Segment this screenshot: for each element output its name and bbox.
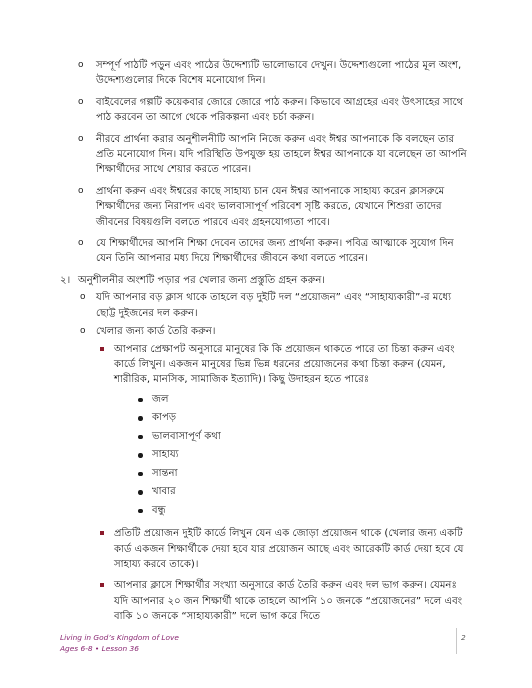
footer-divider [456,628,457,654]
hollow-circle-bullet-icon: o [80,292,86,303]
list-item-text: বাইবেলের গল্পটি কয়েকবার জোরে জোরে পাঠ করুন। কিভাবে আগ্রহের এবং উৎসাহের সাথে পাঠ করবেন তা আগে থেকে পরিকল্পনা এবং চর্চা করুন। [96,96,464,124]
disc-bullet-icon [138,490,143,495]
hollow-circle-bullet-icon: o [78,60,84,70]
list-item [114,502,470,521]
card-instructions-list [96,342,470,625]
numbered-steps [60,273,470,625]
disc-bullet-icon [138,453,143,458]
step-text: অনুশীলনীর অংশটি পড়ার পর খেলার জন্য প্রস্তুতি গ্রহন করুন। [78,274,325,286]
disc-bullet-icon [138,398,143,403]
list-item [78,290,470,321]
example-text: জল [152,393,169,405]
list-item [114,465,470,484]
list-item-text: যদি আপনার বড় ক্লাস থাকে তাহলে বড় দুইটি দল “প্রয়োজন” এবং “সাহায্যকারী”-র মধ্যে ছোট্ট দুইজনের দল করুন। [96,292,452,319]
list-item [96,342,470,521]
example-text: কাপড় [152,412,177,424]
list-item [60,236,470,267]
list-item [96,578,470,624]
footer-title: Living in God’s Kingdom of Love [60,633,179,642]
example-text: বন্ধু [152,504,166,516]
list-item-text: আপনার ক্লাসে শিক্ষার্থীর সংখ্যা অনুসারে কার্ড তৈরি করুন এবং দল ভাগ করুন। যেমনঃ যদি আপনার ২০ জন শিক্ষার্থী থাকে তাহলে আপনি ১০ জনকে “প্রয়োজনের” দলে এবং বাকি ১০ জনকে “সাহায্যকারী” দলে ভাগ করে দিতে [114,580,463,623]
list-item [114,446,470,465]
disc-bullet-icon [138,472,143,477]
hollow-circle-bullet-icon: o [78,96,84,107]
example-text: সাহায্য [152,449,179,461]
list-item [60,184,470,230]
list-item-text: নীরবে প্রার্থনা করার অনুশীলনীটি আপনি নিজে করুন এবং ঈশ্বর আপনাকে কি বলছেন তার প্রতি মনোযোগ দিন। যদি পরিস্থিতি উপযুক্ত হয় তাহলে ঈশ্বর আপনাকে যা বলেছেন তা আপনি শিক্ষার্থীদের সাথে শেয়ার করতে পারেন। [96,133,467,176]
list-item [114,483,470,502]
page-number: 2 [461,633,466,642]
disc-bullet-icon [138,416,143,421]
disc-bullet-icon [138,509,143,514]
list-item [60,58,470,89]
step-2-sublist [78,290,470,624]
list-item-text: প্রার্থনা করুন এবং ঈশ্বরের কাছে সাহায্য চান যেন ঈশ্বর আপনাকে সাহায্য করেন ক্লাসরুমে শিক্ষার্থীদের জন্য নিরাপদ এবং ভালবাসাপূর্ণ পরিবেশ সৃষ্টি করতে, যেখানে শিশুরা তাদের জীবনের বিষয়গুলি বলতে পারবে এবং গ্রহনযোগ্যতা পাবে। [96,185,445,228]
square-bullet-icon [100,531,104,535]
list-item-text: যে শিক্ষার্থীদের আপনি শিক্ষা দেবেন তাদের জন্য প্রার্থনা করুন। পবিত্র আত্মাকে সুযোগ দিন যেন তিনি আপনার মধ্য দিয়ে শিক্ষার্থীদের জীবনে কথা বলতে পারেন। [96,238,454,265]
example-text: ভালবাসাপূর্ণ কথা [152,430,221,442]
hollow-circle-bullet-icon: o [80,326,86,337]
lesson-instructions [60,58,470,631]
hollow-circle-bullet-icon: o [78,133,84,144]
hollow-circle-bullet-icon: o [78,185,84,196]
example-text: খাবার [152,486,176,498]
example-text: সান্তনা [152,467,178,479]
hollow-circle-bullet-icon: o [78,238,84,249]
list-item [96,526,470,572]
list-item [60,95,470,126]
examples-list [114,391,470,521]
list-item [114,409,470,428]
preparation-list [60,58,470,267]
square-bullet-icon [100,583,104,587]
list-item [78,324,470,625]
list-item [60,132,470,178]
list-item-text: সম্পূর্ণ পাঠটি পড়ুন এবং পাঠের উদ্দেশ্যটি ভালোভাবে দেখুন। উদ্দেশ্যগুলো পাঠের মূল অংশ, উদ্দেশ্যগুলোর দিকে বিশেষ মনোযোগ দিন। [96,60,462,87]
list-item-text: খেলার জন্য কার্ড তৈরি করুন। [96,326,216,338]
square-bullet-icon [100,347,104,351]
step-number: ২। [60,274,71,286]
list-item-text: আপনার প্রেক্ষাপট অনুসারে মানুষের কি কি প্রয়োজন থাকতে পারে তা চিন্তা করুন এবং কার্ডে লিখুন। একজন মানুষের ভিন্ন ভিন্ন ধরনের প্রয়োজনের কথা চিন্তা করুন (যেমন, শারীরিক, মানসিক, সামাজিক ইত্যাদি)। কিছু উদাহরন হতে পারেঃ [114,343,455,386]
list-item [114,428,470,447]
step-2 [60,273,470,625]
disc-bullet-icon [138,435,143,440]
footer-subtitle: Ages 6-8 • Lesson 36 [60,644,139,653]
page-footer [60,632,179,654]
list-item [114,391,470,410]
list-item-text: প্রতিটি প্রয়োজন দুইটি কার্ডে লিখুন যেন এক জোড়া প্রয়োজন থাকে (খেলার জন্য একটি কার্ড একজন শিক্ষার্থীকে দেয়া হবে যার প্রয়োজন আছে এবং আরেকটি কার্ড দেয়া হবে যে সাহায্য করবে তাকে)। [114,528,464,571]
